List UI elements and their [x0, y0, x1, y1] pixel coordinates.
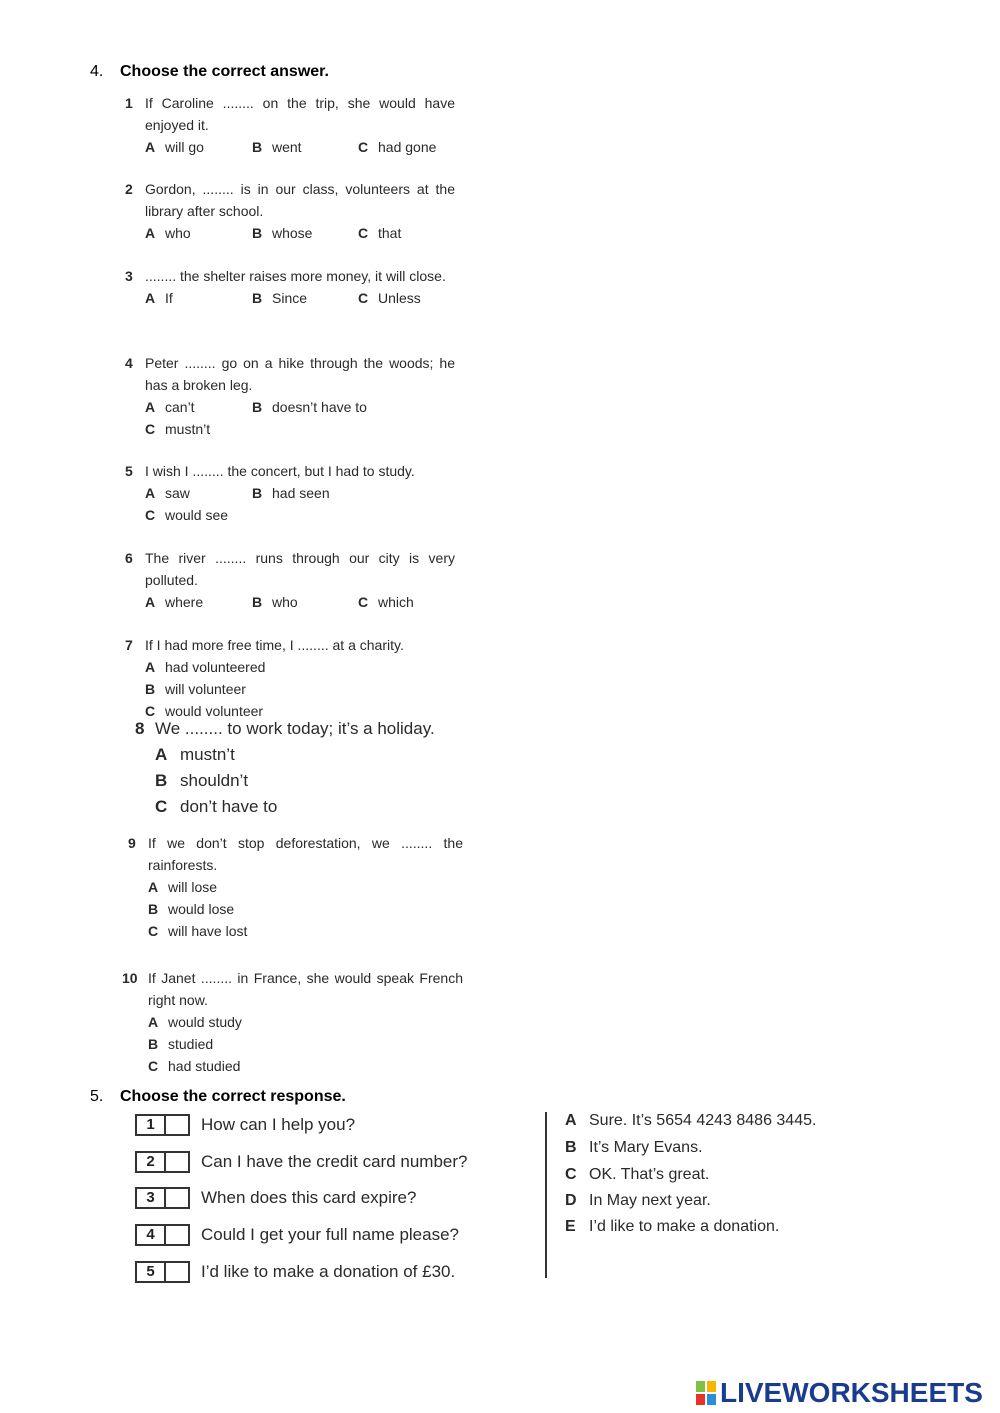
- answer-box-4: 4: [135, 1224, 190, 1246]
- option-b[interactable]: B who: [252, 594, 298, 610]
- option-c[interactable]: C had gone: [358, 139, 437, 155]
- question-3: [125, 265, 455, 309]
- answer-box-5: 5: [135, 1261, 190, 1283]
- section-number: 4.: [90, 63, 104, 80]
- question-2: [125, 178, 455, 244]
- liveworksheets-logo[interactable]: [696, 1377, 983, 1409]
- option-c[interactable]: C which: [358, 594, 414, 610]
- prompt-3: When does this card expire?: [201, 1188, 417, 1207]
- question-number: 1: [125, 95, 133, 111]
- question-number: 7: [125, 637, 133, 653]
- option-b[interactable]: B will volunteer: [145, 681, 246, 697]
- answer-slot[interactable]: [166, 1189, 188, 1207]
- option-c[interactable]: C had studied: [148, 1058, 241, 1074]
- option-b[interactable]: B whose: [252, 225, 313, 241]
- response-a: A Sure. It’s 5654 4243 8486 3445.: [565, 1112, 817, 1129]
- option-c[interactable]: C will have lost: [148, 923, 248, 939]
- question-number: 2: [125, 181, 133, 197]
- option-b[interactable]: B had seen: [252, 485, 330, 501]
- question-number: 10: [122, 970, 138, 986]
- option-c[interactable]: C mustn’t: [145, 421, 211, 437]
- question-number: 9: [128, 835, 136, 851]
- section-5-heading: [90, 1088, 346, 1106]
- answer-slot[interactable]: [166, 1226, 188, 1244]
- question-7: [125, 634, 455, 722]
- option-b[interactable]: B shouldn’t: [155, 771, 249, 790]
- question-number: 3: [125, 268, 133, 284]
- option-a[interactable]: A saw: [145, 485, 190, 501]
- question-1: [125, 92, 455, 158]
- response-b: B It’s Mary Evans.: [565, 1139, 703, 1156]
- prompt-5: I’d like to make a donation of £30.: [201, 1262, 456, 1281]
- option-a[interactable]: A would study: [148, 1014, 242, 1030]
- question-stem: I wish I ........ the concert, but I had to study.: [145, 463, 415, 479]
- question-number: 4: [125, 355, 133, 371]
- option-a[interactable]: A will lose: [148, 879, 218, 895]
- question-9: [128, 832, 463, 942]
- answer-slot[interactable]: [166, 1153, 188, 1171]
- response-d: D In May next year.: [565, 1192, 711, 1209]
- section-number: 5.: [90, 1088, 104, 1105]
- option-c[interactable]: C Unless: [358, 290, 421, 306]
- answer-box-2: 2: [135, 1151, 190, 1173]
- question-stem: ........ the shelter raises more money, it will close.: [145, 268, 446, 284]
- option-c[interactable]: C that: [358, 225, 402, 241]
- option-c[interactable]: C would see: [145, 507, 229, 523]
- column-divider: [545, 1112, 547, 1278]
- prompt-1: How can I help you?: [201, 1115, 356, 1134]
- answer-box-3: 3: [135, 1187, 190, 1209]
- question-number: 6: [125, 550, 133, 566]
- question-stem: The river ........ runs through our city is very polluted.: [145, 550, 455, 588]
- option-a[interactable]: A can’t: [145, 399, 195, 415]
- option-b[interactable]: B went: [252, 139, 302, 155]
- question-stem: If Caroline ........ on the trip, she would have enjoyed it.: [145, 95, 455, 133]
- option-a[interactable]: A mustn’t: [155, 745, 235, 764]
- prompt-4: Could I get your full name please?: [201, 1225, 459, 1244]
- option-b[interactable]: B would lose: [148, 901, 235, 917]
- option-b[interactable]: B studied: [148, 1036, 214, 1052]
- option-a[interactable]: A If: [145, 290, 173, 306]
- logo-text: LIVEWORKSHEETS: [720, 1377, 983, 1408]
- answer-slot[interactable]: [166, 1116, 188, 1134]
- answer-box-1: 1: [135, 1114, 190, 1136]
- section-4-heading: [90, 63, 329, 81]
- question-stem: If Janet ........ in France, she would speak French right now.: [148, 970, 463, 1008]
- question-stem: If we don’t stop deforestation, we ........ the rainforests.: [148, 835, 463, 873]
- question-number: 5: [125, 463, 133, 479]
- prompt-2: Can I have the credit card number?: [201, 1152, 468, 1171]
- option-b[interactable]: B Since: [252, 290, 308, 306]
- question-number: 8: [135, 719, 145, 738]
- question-stem: Gordon, ........ is in our class, volunteers at the library after school.: [145, 181, 455, 219]
- section-title: Choose the correct response.: [120, 1088, 346, 1105]
- response-c: C OK. That’s great.: [565, 1166, 710, 1183]
- question-stem: We ........ to work today; it’s a holiday.: [155, 719, 435, 738]
- response-e: E I’d like to make a donation.: [565, 1218, 780, 1235]
- option-c[interactable]: C don’t have to: [155, 797, 278, 816]
- option-c[interactable]: C would volunteer: [145, 703, 264, 719]
- option-a[interactable]: A will go: [145, 139, 204, 155]
- question-8: [135, 716, 495, 820]
- question-4: [125, 352, 455, 440]
- question-5: [125, 460, 455, 526]
- question-10: [122, 967, 463, 1077]
- option-a[interactable]: A where: [145, 594, 204, 610]
- question-stem: Peter ........ go on a hike through the woods; he has a broken leg.: [145, 355, 455, 393]
- question-6: [125, 547, 455, 613]
- question-stem: If I had more free time, I ........ at a charity.: [145, 637, 404, 653]
- option-a[interactable]: A had volunteered: [145, 659, 266, 675]
- section-title: Choose the correct answer.: [120, 63, 329, 80]
- option-b[interactable]: B doesn’t have to: [252, 399, 367, 415]
- logo-mark-icon: [696, 1381, 716, 1405]
- answer-slot[interactable]: [166, 1263, 188, 1281]
- option-a[interactable]: A who: [145, 225, 191, 241]
